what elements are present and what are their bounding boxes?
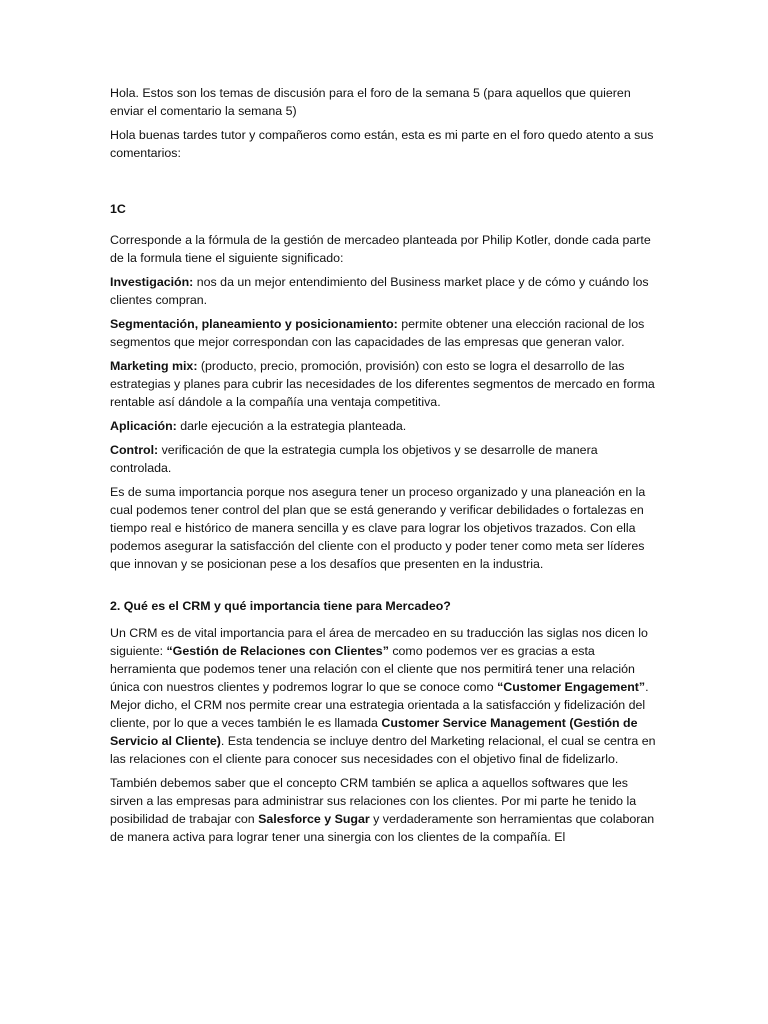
definition-term: Control: [110, 443, 159, 457]
crm-emphasis: “Customer Engagement” [497, 680, 646, 694]
crm-text: como podemos ver es gracias a esta herramienta que podemos tener una relación con el cliente que nos permitirá tener una relación única con nuestros clientes y podremos lograr lo que se conoce como [110, 644, 635, 694]
definition-segmentacion [110, 315, 662, 351]
definition-term: Investigación: [110, 275, 194, 289]
section-1-closing: Es de suma importancia porque nos asegura tener un proceso organizado y una planeación en la cual podemos tener control del plan que se está generando y verificar debilidades o fortalezas en tiempo real e histórico de manera sencilla y es clave para lograr los objetivos trazados. Con ella podemos asegurar la satisfacción del cliente con el producto y poder tener como meta ser líderes que innovan y se posicionan pese a los desafíos que presenten en la industria. [110, 485, 646, 571]
crm-text: Mejor dicho, el CRM nos permite crear una estrategia orientada a la satisfacción y fidelización del cliente, por lo que a veces también le es llamada [110, 698, 646, 730]
section-2-heading: 2. Qué es el CRM y qué importancia tiene para Mercadeo? [110, 599, 451, 613]
definition-text: permite obtener una elección racional de los segmentos que mejor correspondan con las capacidades de las empresas que generan valor. [110, 317, 645, 349]
crm-text: y verdaderamente son herramientas que colaboran de manera activa para lograr tener una sinergia con los clientes de la compañía. El [110, 812, 655, 844]
intro-paragraph-1: Hola. Estos son los temas de discusión para el foro de la semana 5 (para aquellos que quieren enviar el comentario la semana 5) [110, 86, 631, 118]
document-page [110, 84, 662, 852]
crm-text: También debemos saber que el concepto CRM también se aplica a aquellos softwares que les sirven a las empresas para administrar sus relaciones con los clientes. Por mi parte he tenido la posibilidad de trabajar con [110, 776, 637, 826]
definition-control [110, 441, 662, 477]
definition-marketing-mix [110, 357, 662, 411]
crm-emphasis: Customer Service Management (Gestión de Servicio al Cliente) [110, 716, 638, 748]
spacer [110, 168, 662, 200]
crm-text: . Esta tendencia se incluye dentro del Marketing relacional, el cual se centra en las relaciones con el cliente para conocer sus necesidades con el objetivo final de fidelizarlo. [110, 734, 656, 766]
definition-text: verificación de que la estrategia cumpla los objetivos y se desarrolle de manera controlada. [110, 443, 598, 475]
crm-emphasis: “Gestión de Relaciones con Clientes” [166, 644, 389, 658]
intro-paragraph-2: Hola buenas tardes tutor y compañeros como están, esta es mi parte en el foro quedo atento a sus comentarios: [110, 128, 654, 160]
definition-term: Segmentación, planeamiento y posicionamiento: [110, 317, 398, 331]
section-1-heading: 1C [110, 202, 126, 216]
crm-paragraph-2 [110, 696, 662, 768]
definition-text: darle ejecución a la estrategia planteada. [176, 419, 407, 433]
crm-text: Un CRM es de vital importancia para el área de mercadeo en su traducción las siglas nos dicen lo siguiente: [110, 626, 648, 658]
crm-emphasis: Salesforce y Sugar [258, 812, 370, 826]
crm-text: . [645, 680, 649, 694]
definition-text: (producto, precio, promoción, provisión) con esto se logra el desarrollo de las estrategias y planes para cubrir las necesidades de los diferentes segmentos de mercado en forma rentable así dándole a la compañía una ventaja competitiva. [110, 359, 655, 409]
definition-aplicacion [110, 417, 662, 435]
section-1-intro: Corresponde a la fórmula de la gestión de mercadeo planteada por Philip Kotler, donde cada parte de la formula tiene el siguiente significado: [110, 233, 651, 265]
definition-term: Marketing mix: [110, 359, 198, 373]
crm-paragraph-3 [110, 774, 662, 846]
definition-text: nos da un mejor entendimiento del Business market place y de cómo y cuándo los clientes compran. [110, 275, 649, 307]
definition-investigacion [110, 273, 662, 309]
crm-paragraph-1 [110, 624, 662, 696]
definition-term: Aplicación: [110, 419, 177, 433]
